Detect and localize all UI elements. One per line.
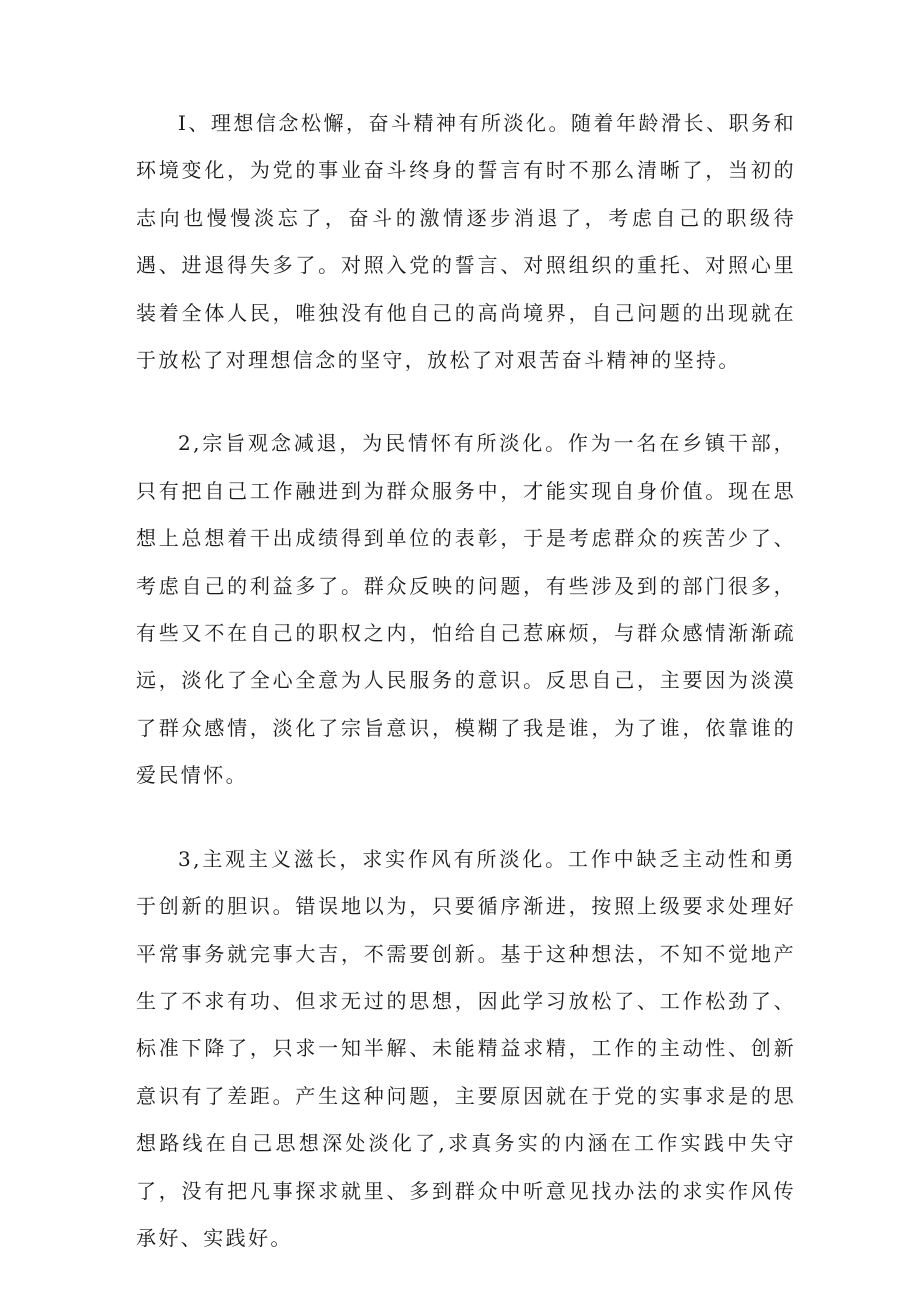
paragraph-3: 3,主观主义滋长，求实作风有所淡化。工作中缺乏主动性和勇于创新的胆识。错误地以为，只要循序渐进，按照上级要求处理好平常事务就完事大吉，不需要创新。基于这种想法，不知不觉地产生了不求有功、但求无过的思想，因此学习放松了、工作松劲了、标准下降了，只求一知半解、未能精益求精，工作的主动性、创新意识有了差距。产生这种问题，主要原因就在于党的实事求是的思想路线在自己思想深处淡化了,求真务实的内涵在工作实践中失守了，没有把凡事探求就里、多到群众中听意见找办法的求实作风传承好、实践好。: [136, 846, 796, 1250]
document-body: [136, 100, 796, 1298]
paragraph-1: I、理想信念松懈，奋斗精神有所淡化。随着年龄滑长、职务和环境变化，为党的事业奋斗终身的誓言有时不那么清晰了，当初的志向也慢慢淡忘了，奋斗的激情逐步消退了，考虑自己的职级待遇、进退得失多了。对照入党的誓言、对照组织的重托、对照心里装着全体人民，唯独没有他自己的高尚境界，自己问题的出现就在于放松了对理想信念的坚守，放松了对艰苦奋斗精神的坚持。: [136, 111, 796, 373]
paragraph-2: 2,宗旨观念减退，为民情怀有所淡化。作为一名在乡镇干部，只有把自己工作融进到为群众服务中，才能实现自身价值。现在思想上总想着干出成绩得到单位的表彰，于是考虑群众的疾苦少了、考虑自己的利益多了。群众反映的问题，有些涉及到的部门很多，有些又不在自己的职权之内，怕给自己惹麻烦，与群众感情渐渐疏远，淡化了全心全意为人民服务的意识。反思自己，主要因为淡漠了群众感情，淡化了宗旨意识，模糊了我是谁，为了谁，依靠谁的爱民情怀。: [136, 431, 796, 788]
